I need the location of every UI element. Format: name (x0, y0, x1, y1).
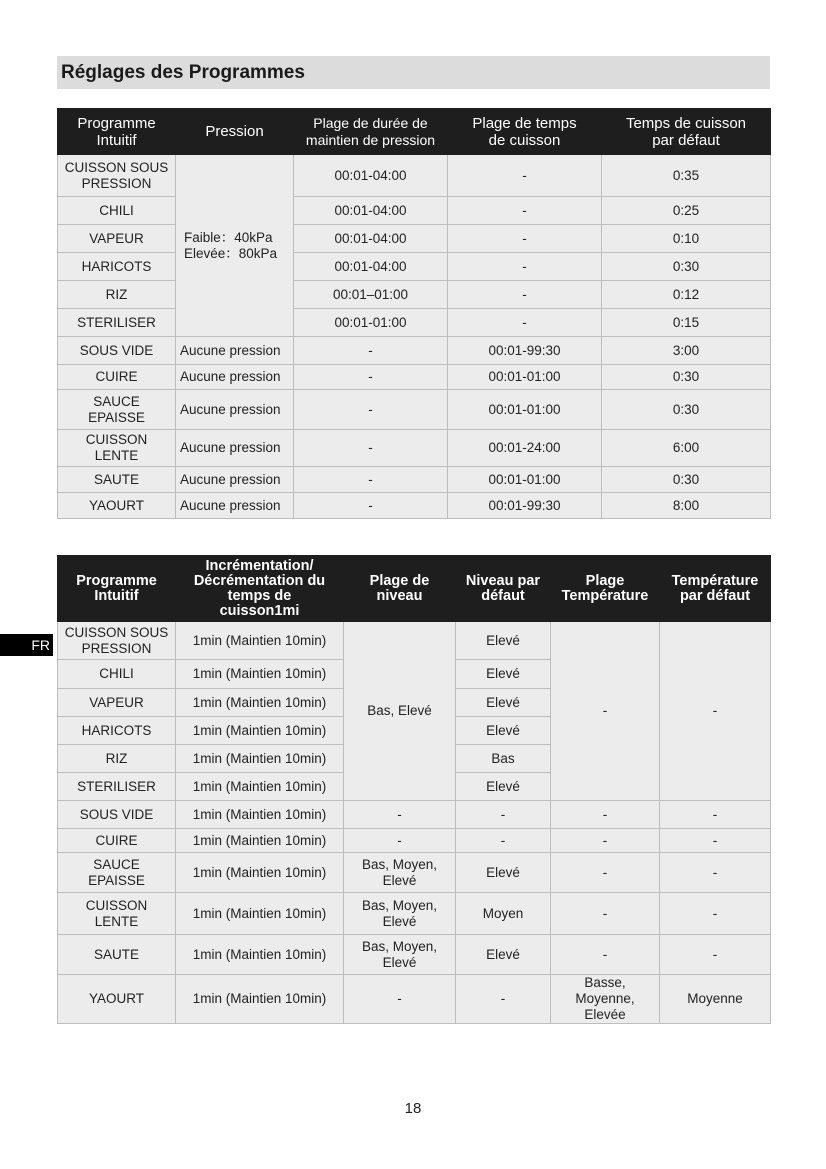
pressure-value: Aucune pression (176, 430, 294, 467)
header-hold-range: Plage de durée de maintien de pression (294, 109, 448, 155)
increment: 1min (Maintien 10min) (176, 717, 344, 745)
header-level-default: Niveau par défaut (456, 556, 551, 622)
hold-range: 00:01-04:00 (294, 225, 448, 253)
header-level-range: Plage de niveau (344, 556, 456, 622)
hold-range: 00:01-04:00 (294, 253, 448, 281)
table-row (58, 155, 771, 197)
increment: 1min (Maintien 10min) (176, 975, 344, 1024)
table-row (58, 390, 771, 430)
program-name: SAUTE (58, 935, 176, 975)
level-range: - (344, 801, 456, 829)
program-name: CUISSON LENTE (58, 430, 176, 467)
hold-range: 00:01–01:00 (294, 281, 448, 309)
table-row (58, 365, 771, 390)
table-row (58, 467, 771, 493)
table-row (58, 893, 771, 935)
pressure-value: Aucune pression (176, 337, 294, 365)
table-header-row (58, 109, 771, 155)
level-default: Elevé (456, 717, 551, 745)
level-default: Elevé (456, 622, 551, 660)
temp-range: - (551, 829, 660, 853)
table-row (58, 337, 771, 365)
table-row (58, 493, 771, 519)
program-time-table (57, 108, 771, 519)
table-row (58, 853, 771, 893)
cook-range: - (448, 197, 602, 225)
increment: 1min (Maintien 10min) (176, 622, 344, 660)
cook-range: 00:01-99:30 (448, 493, 602, 519)
pressure-levels: Faible：40kPa Elevée：80kPa (176, 155, 294, 337)
temp-range: - (551, 622, 660, 801)
program-name: STERILISER (58, 309, 176, 337)
hold-range: 00:01-01:00 (294, 309, 448, 337)
header-temp-default: Température par défaut (660, 556, 771, 622)
program-name: SAUCE EPAISSE (58, 390, 176, 430)
temp-default: - (660, 853, 771, 893)
default-time: 0:12 (602, 281, 771, 309)
table-row (58, 801, 771, 829)
page-title: Réglages des Programmes (61, 62, 305, 83)
table-row (58, 430, 771, 467)
program-name: CUISSON LENTE (58, 893, 176, 935)
program-name: CUIRE (58, 365, 176, 390)
program-name: STERILISER (58, 773, 176, 801)
program-name: SOUS VIDE (58, 801, 176, 829)
level-default: - (456, 801, 551, 829)
level-range: - (344, 829, 456, 853)
program-name: YAOURT (58, 975, 176, 1024)
section-title-bar (57, 56, 770, 89)
program-name: VAPEUR (58, 689, 176, 717)
increment: 1min (Maintien 10min) (176, 893, 344, 935)
table-row (58, 197, 771, 225)
hold-range: - (294, 337, 448, 365)
program-name: CHILI (58, 660, 176, 689)
default-time: 0:30 (602, 365, 771, 390)
table-row (58, 975, 771, 1024)
level-default: Elevé (456, 660, 551, 689)
default-time: 0:30 (602, 253, 771, 281)
cook-range: 00:01-01:00 (448, 390, 602, 430)
temp-range: - (551, 801, 660, 829)
hold-range: 00:01-04:00 (294, 197, 448, 225)
level-default: Moyen (456, 893, 551, 935)
header-cook-range: Plage de temps de cuisson (448, 109, 602, 155)
hold-range: - (294, 430, 448, 467)
cook-range: - (448, 281, 602, 309)
level-default: - (456, 829, 551, 853)
default-time: 6:00 (602, 430, 771, 467)
level-default: Elevé (456, 853, 551, 893)
default-time: 0:10 (602, 225, 771, 253)
default-time: 0:35 (602, 155, 771, 197)
hold-range: - (294, 467, 448, 493)
increment: 1min (Maintien 10min) (176, 935, 344, 975)
pressure-value: Aucune pression (176, 467, 294, 493)
default-time: 0:30 (602, 467, 771, 493)
header-program: Programme Intuitif (58, 556, 176, 622)
hold-range: 00:01-04:00 (294, 155, 448, 197)
program-name: HARICOTS (58, 253, 176, 281)
increment: 1min (Maintien 10min) (176, 853, 344, 893)
temp-default: - (660, 801, 771, 829)
program-name: YAOURT (58, 493, 176, 519)
language-tag: FR (0, 634, 53, 656)
increment: 1min (Maintien 10min) (176, 829, 344, 853)
temp-default: - (660, 622, 771, 801)
hold-range: - (294, 493, 448, 519)
table-row (58, 935, 771, 975)
level-default: - (456, 975, 551, 1024)
cook-range: 00:01-24:00 (448, 430, 602, 467)
default-time: 0:25 (602, 197, 771, 225)
table-row (58, 309, 771, 337)
default-time: 3:00 (602, 337, 771, 365)
temp-default: - (660, 893, 771, 935)
level-default: Elevé (456, 935, 551, 975)
level-range: Bas, Moyen, Elevé (344, 893, 456, 935)
temp-default: - (660, 829, 771, 853)
program-name: HARICOTS (58, 717, 176, 745)
level-range: Bas, Moyen, Elevé (344, 853, 456, 893)
temp-default: Moyenne (660, 975, 771, 1024)
increment: 1min (Maintien 10min) (176, 773, 344, 801)
page-number: 18 (404, 1100, 422, 1117)
pressure-value: Aucune pression (176, 390, 294, 430)
level-range: Bas, Elevé (344, 622, 456, 801)
hold-range: - (294, 390, 448, 430)
increment: 1min (Maintien 10min) (176, 689, 344, 717)
cook-range: 00:01-99:30 (448, 337, 602, 365)
header-increment: Incrémentation/ Décrémentation du temps de cuisson1mi (176, 556, 344, 622)
header-pressure: Pression (176, 109, 294, 155)
program-name: SOUS VIDE (58, 337, 176, 365)
level-default: Elevé (456, 689, 551, 717)
table-row (58, 225, 771, 253)
level-range: - (344, 975, 456, 1024)
program-name: CUISSON SOUS PRESSION (58, 155, 176, 197)
cook-range: - (448, 253, 602, 281)
pressure-value: Aucune pression (176, 365, 294, 390)
cook-range: - (448, 155, 602, 197)
increment: 1min (Maintien 10min) (176, 801, 344, 829)
program-name: CHILI (58, 197, 176, 225)
header-program: Programme Intuitif (58, 109, 176, 155)
level-default: Elevé (456, 773, 551, 801)
table-header-row (58, 556, 771, 622)
temp-default: - (660, 935, 771, 975)
cook-range: 00:01-01:00 (448, 365, 602, 390)
header-default-time: Temps de cuisson par défaut (602, 109, 771, 155)
program-name: RIZ (58, 745, 176, 773)
cook-range: - (448, 225, 602, 253)
program-name: CUIRE (58, 829, 176, 853)
table-row (58, 281, 771, 309)
pressure-value: Aucune pression (176, 493, 294, 519)
default-time: 0:15 (602, 309, 771, 337)
temp-range: - (551, 853, 660, 893)
cook-range: 00:01-01:00 (448, 467, 602, 493)
default-time: 8:00 (602, 493, 771, 519)
program-name: CUISSON SOUS PRESSION (58, 622, 176, 660)
program-name: RIZ (58, 281, 176, 309)
program-name: SAUTE (58, 467, 176, 493)
table-row (58, 622, 771, 660)
level-range: Bas, Moyen, Elevé (344, 935, 456, 975)
level-default: Bas (456, 745, 551, 773)
header-temp-range: Plage Température (551, 556, 660, 622)
program-name: VAPEUR (58, 225, 176, 253)
table-row (58, 253, 771, 281)
increment: 1min (Maintien 10min) (176, 745, 344, 773)
program-level-table (57, 555, 771, 1024)
temp-range: - (551, 935, 660, 975)
cook-range: - (448, 309, 602, 337)
hold-range: - (294, 365, 448, 390)
temp-range: Basse, Moyenne, Elevée (551, 975, 660, 1024)
default-time: 0:30 (602, 390, 771, 430)
table-row (58, 829, 771, 853)
increment: 1min (Maintien 10min) (176, 660, 344, 689)
temp-range: - (551, 893, 660, 935)
program-name: SAUCE EPAISSE (58, 853, 176, 893)
